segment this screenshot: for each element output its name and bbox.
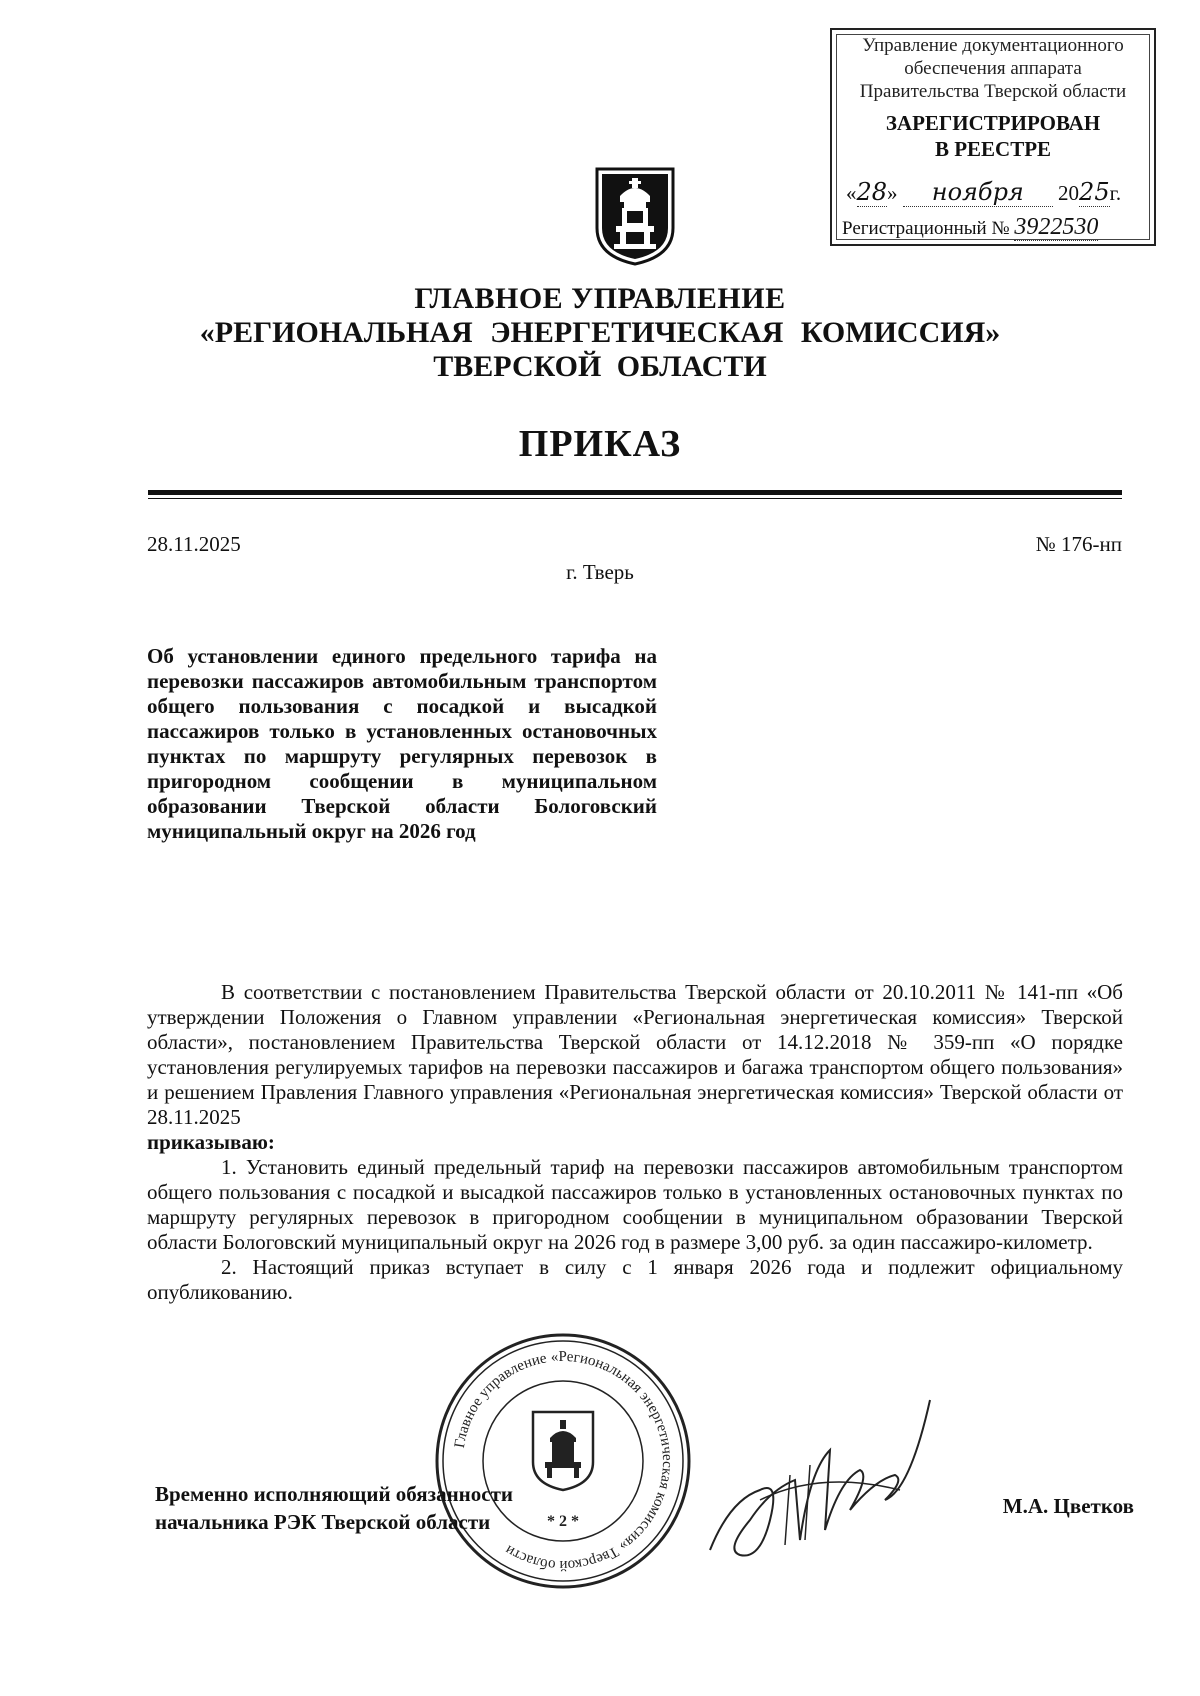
- body-item-1: 1. Установить единый предельный тариф на перевозки пассажиров автомобильным транспортом общего пользования с посадкой и высадкой пассажиров только в установленных остановочных пунктах по маршруту регулярных перевозок в пригородном сообщении в муниципальном образовании Тверской области Бологовский муниципальный округ на 2026 год в размере 3,00 руб. за один пассажиро-километр.: [147, 1155, 1123, 1254]
- stamp-registered-line2: В РЕЕСТРЕ: [934, 137, 1052, 161]
- signatory-title-line2: начальника РЭК Тверской области: [155, 1510, 491, 1534]
- document-city: г. Тверь: [566, 560, 634, 584]
- seal-number: * 2 *: [547, 1513, 579, 1530]
- signatory-title-line1: Временно исполняющий обязанности: [155, 1482, 514, 1506]
- body-preamble: В соответствии с постановлением Правительства Тверской области от 20.10.2011 № 141-пп «Об утверждении Положения о Главном управлении «Региональная энергетическая комиссия» Тверской области», постановлением Правительства Тверской области от 14.12.2018 № 359-пп «О порядке установления регулируемых тарифов на перевозки пассажиров и багажа транспортом общего пользования» и решением Правления Главного управления «Региональная энергетическая комиссия» Тверской области от 28.11.2025: [147, 980, 1123, 1129]
- stamp-dept-line2: обеспечения аппарата: [904, 58, 1082, 79]
- stamp-reg-value: 3922530: [1014, 214, 1099, 240]
- handwritten-signature: [700, 1380, 940, 1590]
- header-rule-thin: [148, 498, 1122, 499]
- body-item-2: 2. Настоящий приказ вступает в силу с 1 января 2026 года и подлежит официальному опубликованию.: [147, 1255, 1123, 1304]
- document-type: ПРИКАЗ: [518, 423, 682, 465]
- stamp-department: [832, 34, 1154, 103]
- header-line1: ГЛАВНОЕ УПРАВЛЕНИЕ: [414, 282, 786, 315]
- stamp-dept-line3: Правительства Тверской области: [859, 81, 1127, 102]
- stamp-reg-number: [842, 214, 1098, 241]
- signatory-title: [155, 1480, 513, 1536]
- document-subject: Об установлении единого предельного тарифа на перевозки пассажиров автомобильным транспортом общего пользования с посадкой и высадкой пассажиров только в установленных остановочных пунктах по маршруту регулярных перевозок в пригородном сообщении в муниципальном образовании Тверской области Бологовский муниципальный округ на 2026 год: [147, 644, 657, 843]
- signatory-name: М.А. Цветков: [1002, 1494, 1134, 1518]
- body-order-word: приказываю:: [147, 1130, 275, 1154]
- stamp-year-suffix: 25: [1079, 178, 1110, 206]
- official-seal: [432, 1330, 694, 1592]
- stamp-year-end: г.: [1109, 181, 1122, 205]
- header-rule-thick: [148, 490, 1122, 495]
- header-line3: ТВЕРСКОЙ ОБЛАСТИ: [433, 350, 767, 383]
- stamp-dept-line1: Управление документационного: [862, 35, 1124, 56]
- stamp-date: «28» ноября 2025г.: [846, 178, 1122, 206]
- document-number: № 176-нп: [1035, 532, 1122, 556]
- stamp-day: 28: [856, 178, 888, 206]
- stamp-reg-label: Регистрационный №: [842, 218, 1010, 239]
- tver-emblem-icon: [594, 166, 676, 266]
- stamp-month: ноября: [931, 178, 1024, 206]
- stamp-registered: [832, 110, 1154, 162]
- header-line2: «РЕГИОНАЛЬНАЯ ЭНЕРГЕТИЧЕСКАЯ КОМИССИЯ»: [199, 316, 1001, 349]
- stamp-registered-line1: ЗАРЕГИСТРИРОВАН: [885, 111, 1101, 135]
- document-date: 28.11.2025: [147, 532, 241, 556]
- registration-stamp: [830, 28, 1156, 246]
- stamp-year-prefix: 20: [1058, 181, 1080, 205]
- seal-text: Главное управление «Региональная энергетическая комиссия» Тверской области: [451, 1348, 676, 1574]
- document-body: [147, 980, 1123, 1305]
